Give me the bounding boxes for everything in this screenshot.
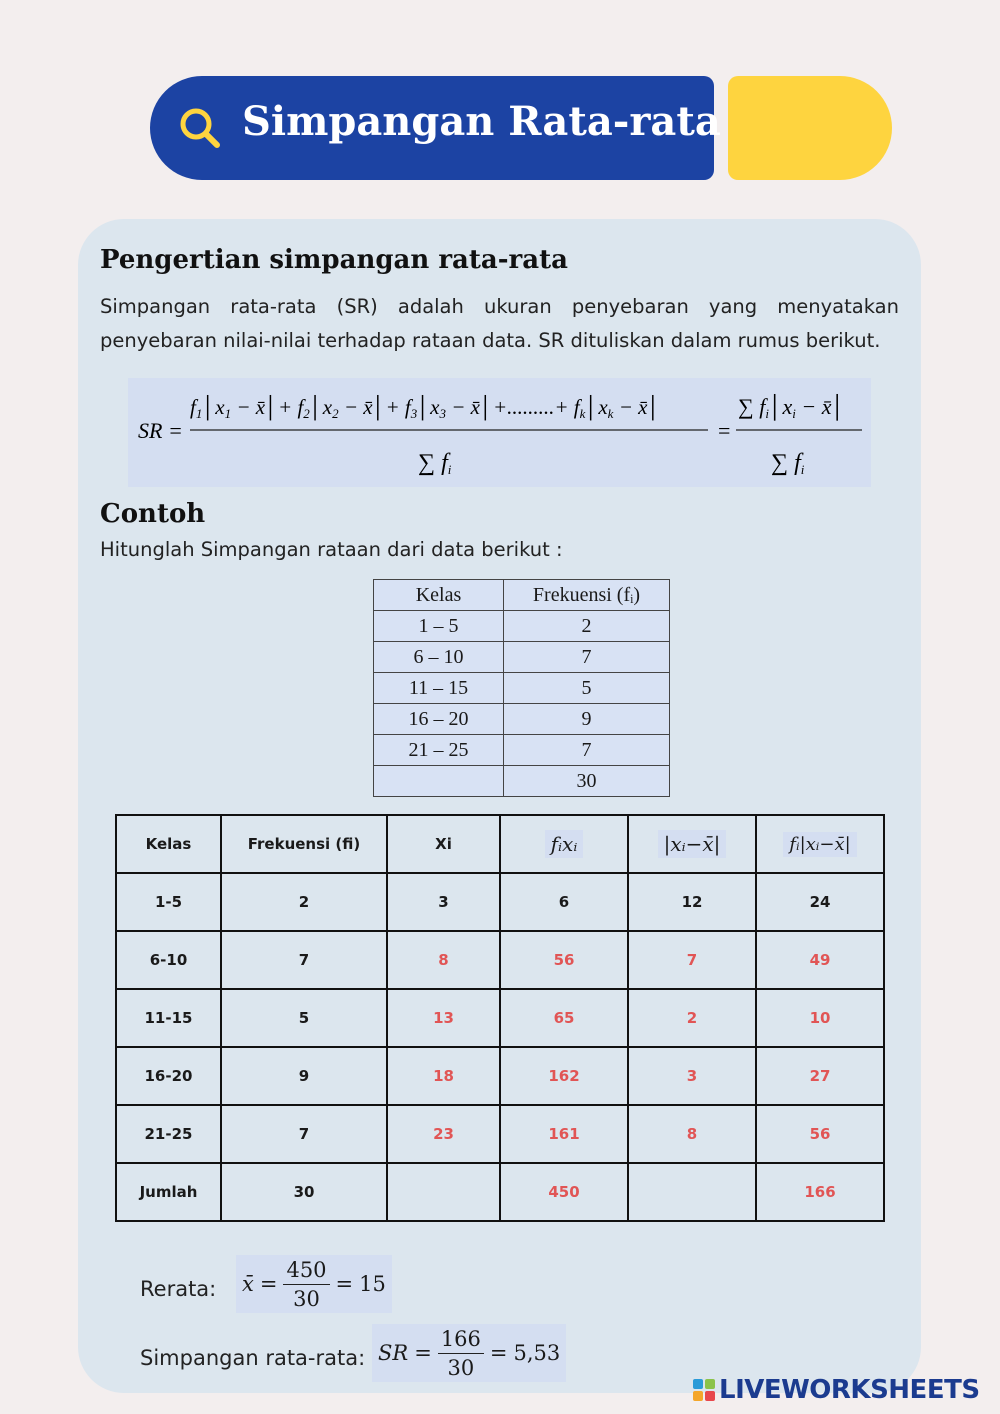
- table-cell: 5: [221, 989, 387, 1047]
- definition-paragraph: Simpangan rata-rata (SR) adalah ukuran penyebaran yang menyatakan penyebaran nilai-nilai terhadap rataan data. SR dituliskan dalam rumus berikut.: [100, 295, 899, 352]
- answer-cell[interactable]: 13: [387, 989, 500, 1047]
- table-cell: 5: [504, 673, 670, 704]
- example-prompt: Hitunglah Simpangan rataan dari data berikut :: [100, 538, 563, 561]
- watermark: [692, 1375, 980, 1405]
- mean-denominator: 30: [293, 1286, 320, 1311]
- example-heading: Contoh: [100, 499, 206, 529]
- table-row: [374, 611, 670, 642]
- table-cell: 30: [221, 1163, 387, 1221]
- sr-result-formula: SR = $\frac{166}{30}$ = 5,53: [372, 1324, 566, 1382]
- formula-numerator: f1│x1 − x̄│+ f2│x2 − x̄│+ f3│x3 − x̄│+.........+ fk│xk − x̄│: [190, 395, 661, 421]
- sr-numerator: 166: [438, 1325, 484, 1354]
- table-header: fᵢxᵢ: [500, 815, 628, 873]
- table-header: fᵢ|xᵢ−x̄|: [756, 815, 884, 873]
- answer-cell[interactable]: 56: [756, 1105, 884, 1163]
- table-cell: 12: [628, 873, 756, 931]
- table-header: |xᵢ−x̄|: [628, 815, 756, 873]
- table-cell: [387, 1163, 500, 1221]
- table-cell: 7: [221, 931, 387, 989]
- table-row: [116, 1163, 884, 1221]
- answer-cell[interactable]: 8: [628, 1105, 756, 1163]
- formula-rhs-numerator: ∑ fi│xi − x̄│: [738, 394, 846, 421]
- table-row: [116, 1105, 884, 1163]
- table-header: Xi: [387, 815, 500, 873]
- sr-symbol: SR: [378, 1341, 409, 1365]
- answer-cell[interactable]: 65: [500, 989, 628, 1047]
- table-row: [374, 735, 670, 766]
- mean-label: Rerata:: [140, 1277, 217, 1301]
- table-cell: Jumlah: [116, 1163, 221, 1221]
- table-header: Frekuensi (fi): [221, 815, 387, 873]
- answer-cell[interactable]: 56: [500, 931, 628, 989]
- table-cell: 9: [504, 704, 670, 735]
- table-row: [116, 1047, 884, 1105]
- answer-cell[interactable]: 18: [387, 1047, 500, 1105]
- table-row: [374, 673, 670, 704]
- frequency-table: [373, 579, 670, 797]
- formula-lhs: SR =: [138, 418, 183, 443]
- answer-cell[interactable]: 10: [756, 989, 884, 1047]
- sr-denominator: 30: [447, 1355, 475, 1380]
- table-cell: 6 – 10: [374, 642, 504, 673]
- table-row: [374, 766, 670, 797]
- table-header: Kelas: [374, 580, 504, 611]
- table-cell: 11 – 15: [374, 673, 504, 704]
- watermark-text: LIVEWORKSHEETS: [719, 1375, 980, 1405]
- definition-heading: Pengertian simpangan rata-rata: [100, 245, 568, 275]
- sr-result: 5,53: [513, 1341, 561, 1365]
- table-cell: 21 – 25: [374, 735, 504, 766]
- sr-label: Simpangan rata-rata:: [140, 1346, 366, 1370]
- mean-result: 15: [359, 1272, 386, 1296]
- answer-cell[interactable]: 27: [756, 1047, 884, 1105]
- answer-cell[interactable]: 8: [387, 931, 500, 989]
- table-cell: 16-20: [116, 1047, 221, 1105]
- table-row: [116, 931, 884, 989]
- table-cell: 6-10: [116, 931, 221, 989]
- table-cell: 7: [504, 642, 670, 673]
- mean-symbol: x̄: [242, 1272, 254, 1296]
- table-row: [116, 989, 884, 1047]
- table-cell: 2: [221, 873, 387, 931]
- answer-cell[interactable]: 450: [500, 1163, 628, 1221]
- table-cell: 2: [504, 611, 670, 642]
- table-cell: 3: [387, 873, 500, 931]
- answer-cell[interactable]: 49: [756, 931, 884, 989]
- title-banner-accent: [728, 76, 892, 180]
- table-row: [116, 873, 884, 931]
- table-cell: 7: [504, 735, 670, 766]
- table-row: [374, 704, 670, 735]
- table-cell: 6: [500, 873, 628, 931]
- table-cell: 21-25: [116, 1105, 221, 1163]
- page-title: Simpangan Rata-rata: [242, 98, 721, 145]
- table-cell: [628, 1163, 756, 1221]
- answer-cell[interactable]: 23: [387, 1105, 500, 1163]
- table-cell: 30: [504, 766, 670, 797]
- formula-denominator: ∑ fi: [418, 450, 452, 477]
- answer-cell[interactable]: 166: [756, 1163, 884, 1221]
- table-cell: 1 – 5: [374, 611, 504, 642]
- table-cell: 1-5: [116, 873, 221, 931]
- answer-cell[interactable]: 3: [628, 1047, 756, 1105]
- table-row: [374, 642, 670, 673]
- liveworksheets-logo-icon: [692, 1378, 716, 1402]
- table-header: Frekuensi (fᵢ): [504, 580, 670, 611]
- svg-text:=: =: [718, 418, 731, 443]
- answer-cell[interactable]: 161: [500, 1105, 628, 1163]
- table-cell: 11-15: [116, 989, 221, 1047]
- answer-cell[interactable]: 2: [628, 989, 756, 1047]
- table-header: Kelas: [116, 815, 221, 873]
- search-icon: [178, 106, 222, 150]
- table-cell: [374, 766, 504, 797]
- sr-formula: [128, 378, 871, 487]
- table-cell: 9: [221, 1047, 387, 1105]
- answer-cell[interactable]: 7: [628, 931, 756, 989]
- calculation-table: [115, 814, 885, 1222]
- formula-rhs-denominator: ∑ fi: [771, 450, 805, 477]
- mean-formula: x̄ = $\frac{450}{30}$ = 15: [236, 1255, 392, 1313]
- answer-cell[interactable]: 162: [500, 1047, 628, 1105]
- table-cell: 16 – 20: [374, 704, 504, 735]
- table-cell: 24: [756, 873, 884, 931]
- mean-numerator: 450: [283, 1256, 329, 1285]
- table-cell: 7: [221, 1105, 387, 1163]
